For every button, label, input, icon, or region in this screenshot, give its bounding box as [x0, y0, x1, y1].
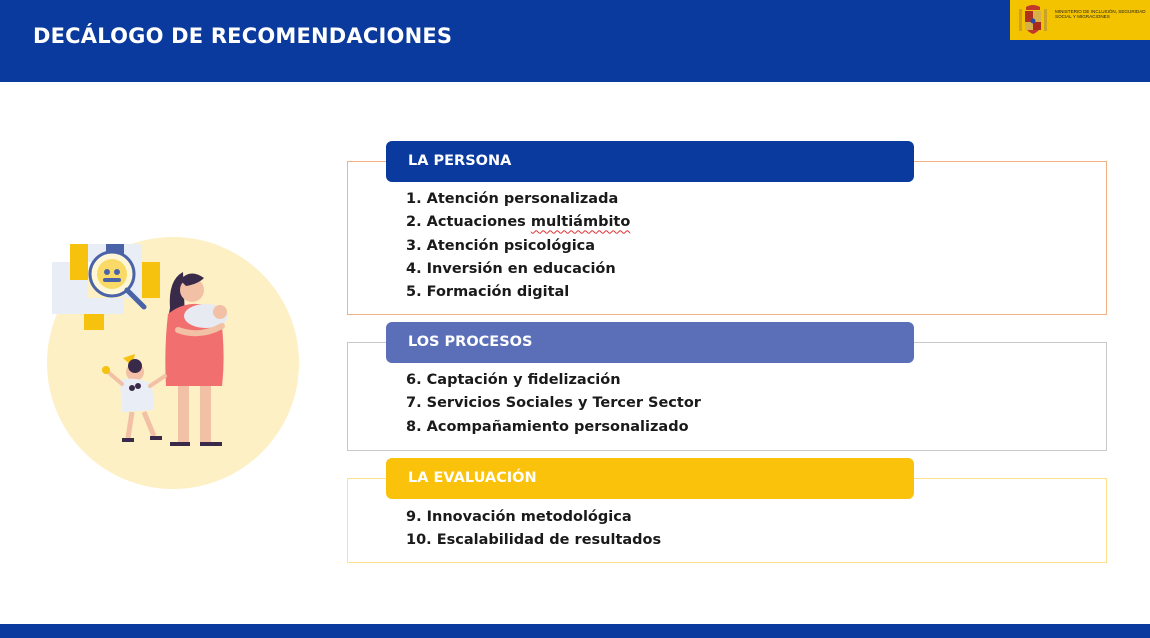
ministry-logo	[1010, 0, 1150, 40]
section-list-procesos	[406, 369, 701, 439]
list-item: 6. Captación y fidelización	[406, 372, 621, 388]
header-bar	[0, 0, 1150, 82]
list-item: 7. Servicios Sociales y Tercer Sector	[406, 395, 701, 412]
section-list-persona	[406, 188, 630, 304]
mother-and-child-illustration	[40, 230, 310, 500]
spellcheck-flagged-word: multiámbito	[530, 214, 631, 231]
list-item-text: 2. Actuaciones	[406, 214, 531, 231]
list-item: 3. Atención psicológica	[406, 237, 596, 254]
section-list-evaluacion	[406, 506, 661, 553]
ministry-name: MINISTERIO DE INCLUSIÓN, SEGURIDAD SOCIAL Y MIGRACIONES	[1055, 9, 1146, 20]
footer-bar	[0, 624, 1150, 638]
page-title: DECÁLOGO DE RECOMENDACIONES	[33, 24, 453, 48]
list-item: 9. Innovación metodológica	[406, 509, 632, 525]
list-item: 1. Atención personalizada	[406, 191, 619, 207]
coat-of-arms-icon	[1016, 3, 1050, 37]
list-item: 4. Inversión en educación	[406, 260, 616, 277]
section-header-persona: LA PERSONA	[386, 141, 914, 182]
list-item: 10. Escalabilidad de resultados	[406, 532, 662, 549]
list-item: 8. Acompañamiento personalizado	[406, 418, 689, 435]
section-header-procesos: LOS PROCESOS	[386, 322, 914, 363]
list-item: 5. Formación digital	[406, 284, 570, 301]
section-header-evaluacion: LA EVALUACIÓN	[386, 458, 914, 499]
list-item	[406, 211, 630, 234]
